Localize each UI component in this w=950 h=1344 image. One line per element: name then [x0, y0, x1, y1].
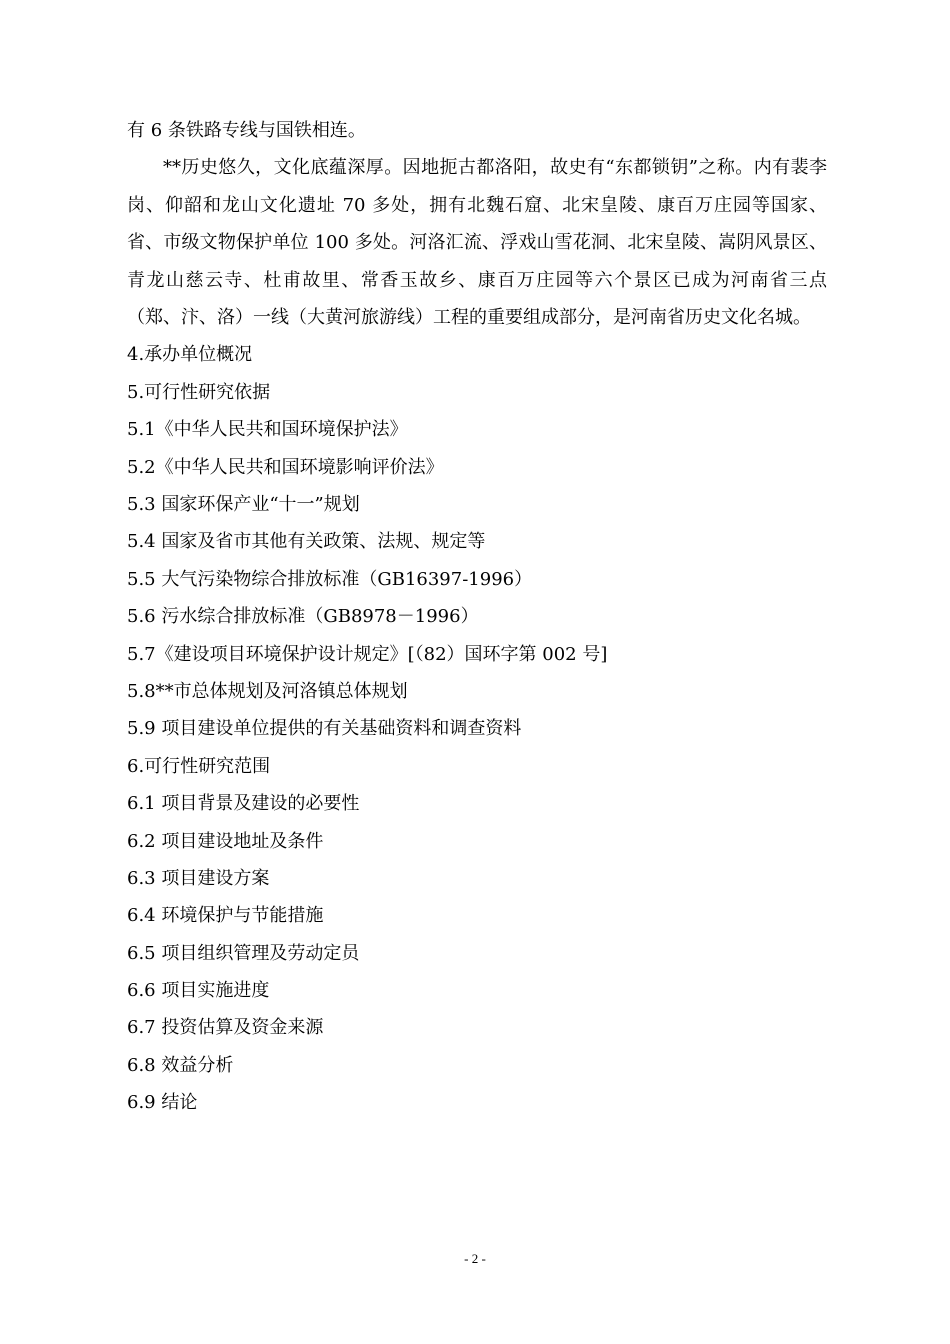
list-item-4: 4.承办单位概况: [127, 344, 253, 366]
list-item-6: 6.可行性研究范围: [127, 755, 271, 777]
list-item-5-8: 5.8**市总体规划及河洛镇总体规划: [127, 680, 408, 702]
list-item-5-9: 5.9 项目建设单位提供的有关基础资料和调查资料: [127, 718, 522, 740]
list-item-5-6: 5.6 污水综合排放标准（GB8978－1996）: [127, 606, 479, 628]
list-item-6-7: 6.7 投资估算及资金来源: [127, 1017, 324, 1039]
list-item-5-2: 5.2《中华人民共和国环境影响评价法》: [127, 456, 444, 478]
list-item-6-6: 6.6 项目实施进度: [127, 980, 270, 1002]
list-item-6-2: 6.2 项目建设地址及条件: [127, 830, 324, 852]
page-number: - 2 -: [464, 1251, 486, 1266]
list-item-5-5: 5.5 大气污染物综合排放标准（GB16397-1996）: [127, 568, 533, 590]
list-item-6-9: 6.9 结论: [127, 1092, 198, 1114]
continuation-line: 有 6 条铁路专线与国铁相连。: [127, 120, 366, 141]
list-item-5: 5.可行性研究依据: [127, 381, 271, 403]
list-item-5-7: 5.7《建设项目环境保护设计规定》[（82）国环字第 002 号]: [127, 643, 608, 665]
history-paragraph: **历史悠久，文化底蕴深厚。因地扼古都洛阳，故史有“东都锁钥”之称。内有裴李岗、仰韶和龙山文化遗址 70 多处，拥有北魏石窟、北宋皇陵、康百万庄园等国家、省、市级文物保护单位 100 多处。河洛汇流、浮戏山雪花洞、北宋皇陵、嵩阴风景区、青龙山慈云寺、杜甫故里、常香玉故乡、康百万庄园等六个景区已成为河南省三点（郑、汴、洛）一线（大黄河旅游线）工程的重要组成部分，是河南省历史文化名城。: [127, 157, 827, 329]
document-body: [127, 112, 827, 1122]
list-item-5-1: 5.1《中华人民共和国环境保护法》: [127, 419, 408, 441]
list-item-5-3: 5.3 国家环保产业“十一”规划: [127, 493, 360, 515]
list-item-6-8: 6.8 效益分析: [127, 1054, 234, 1076]
list-item-5-4: 5.4 国家及省市其他有关政策、法规、规定等: [127, 531, 486, 553]
list-item-6-4: 6.4 环境保护与节能措施: [127, 905, 324, 927]
list-item-6-1: 6.1 项目背景及建设的必要性: [127, 793, 360, 815]
list-item-6-5: 6.5 项目组织管理及劳动定员: [127, 942, 360, 964]
list-item-6-3: 6.3 项目建设方案: [127, 867, 270, 889]
